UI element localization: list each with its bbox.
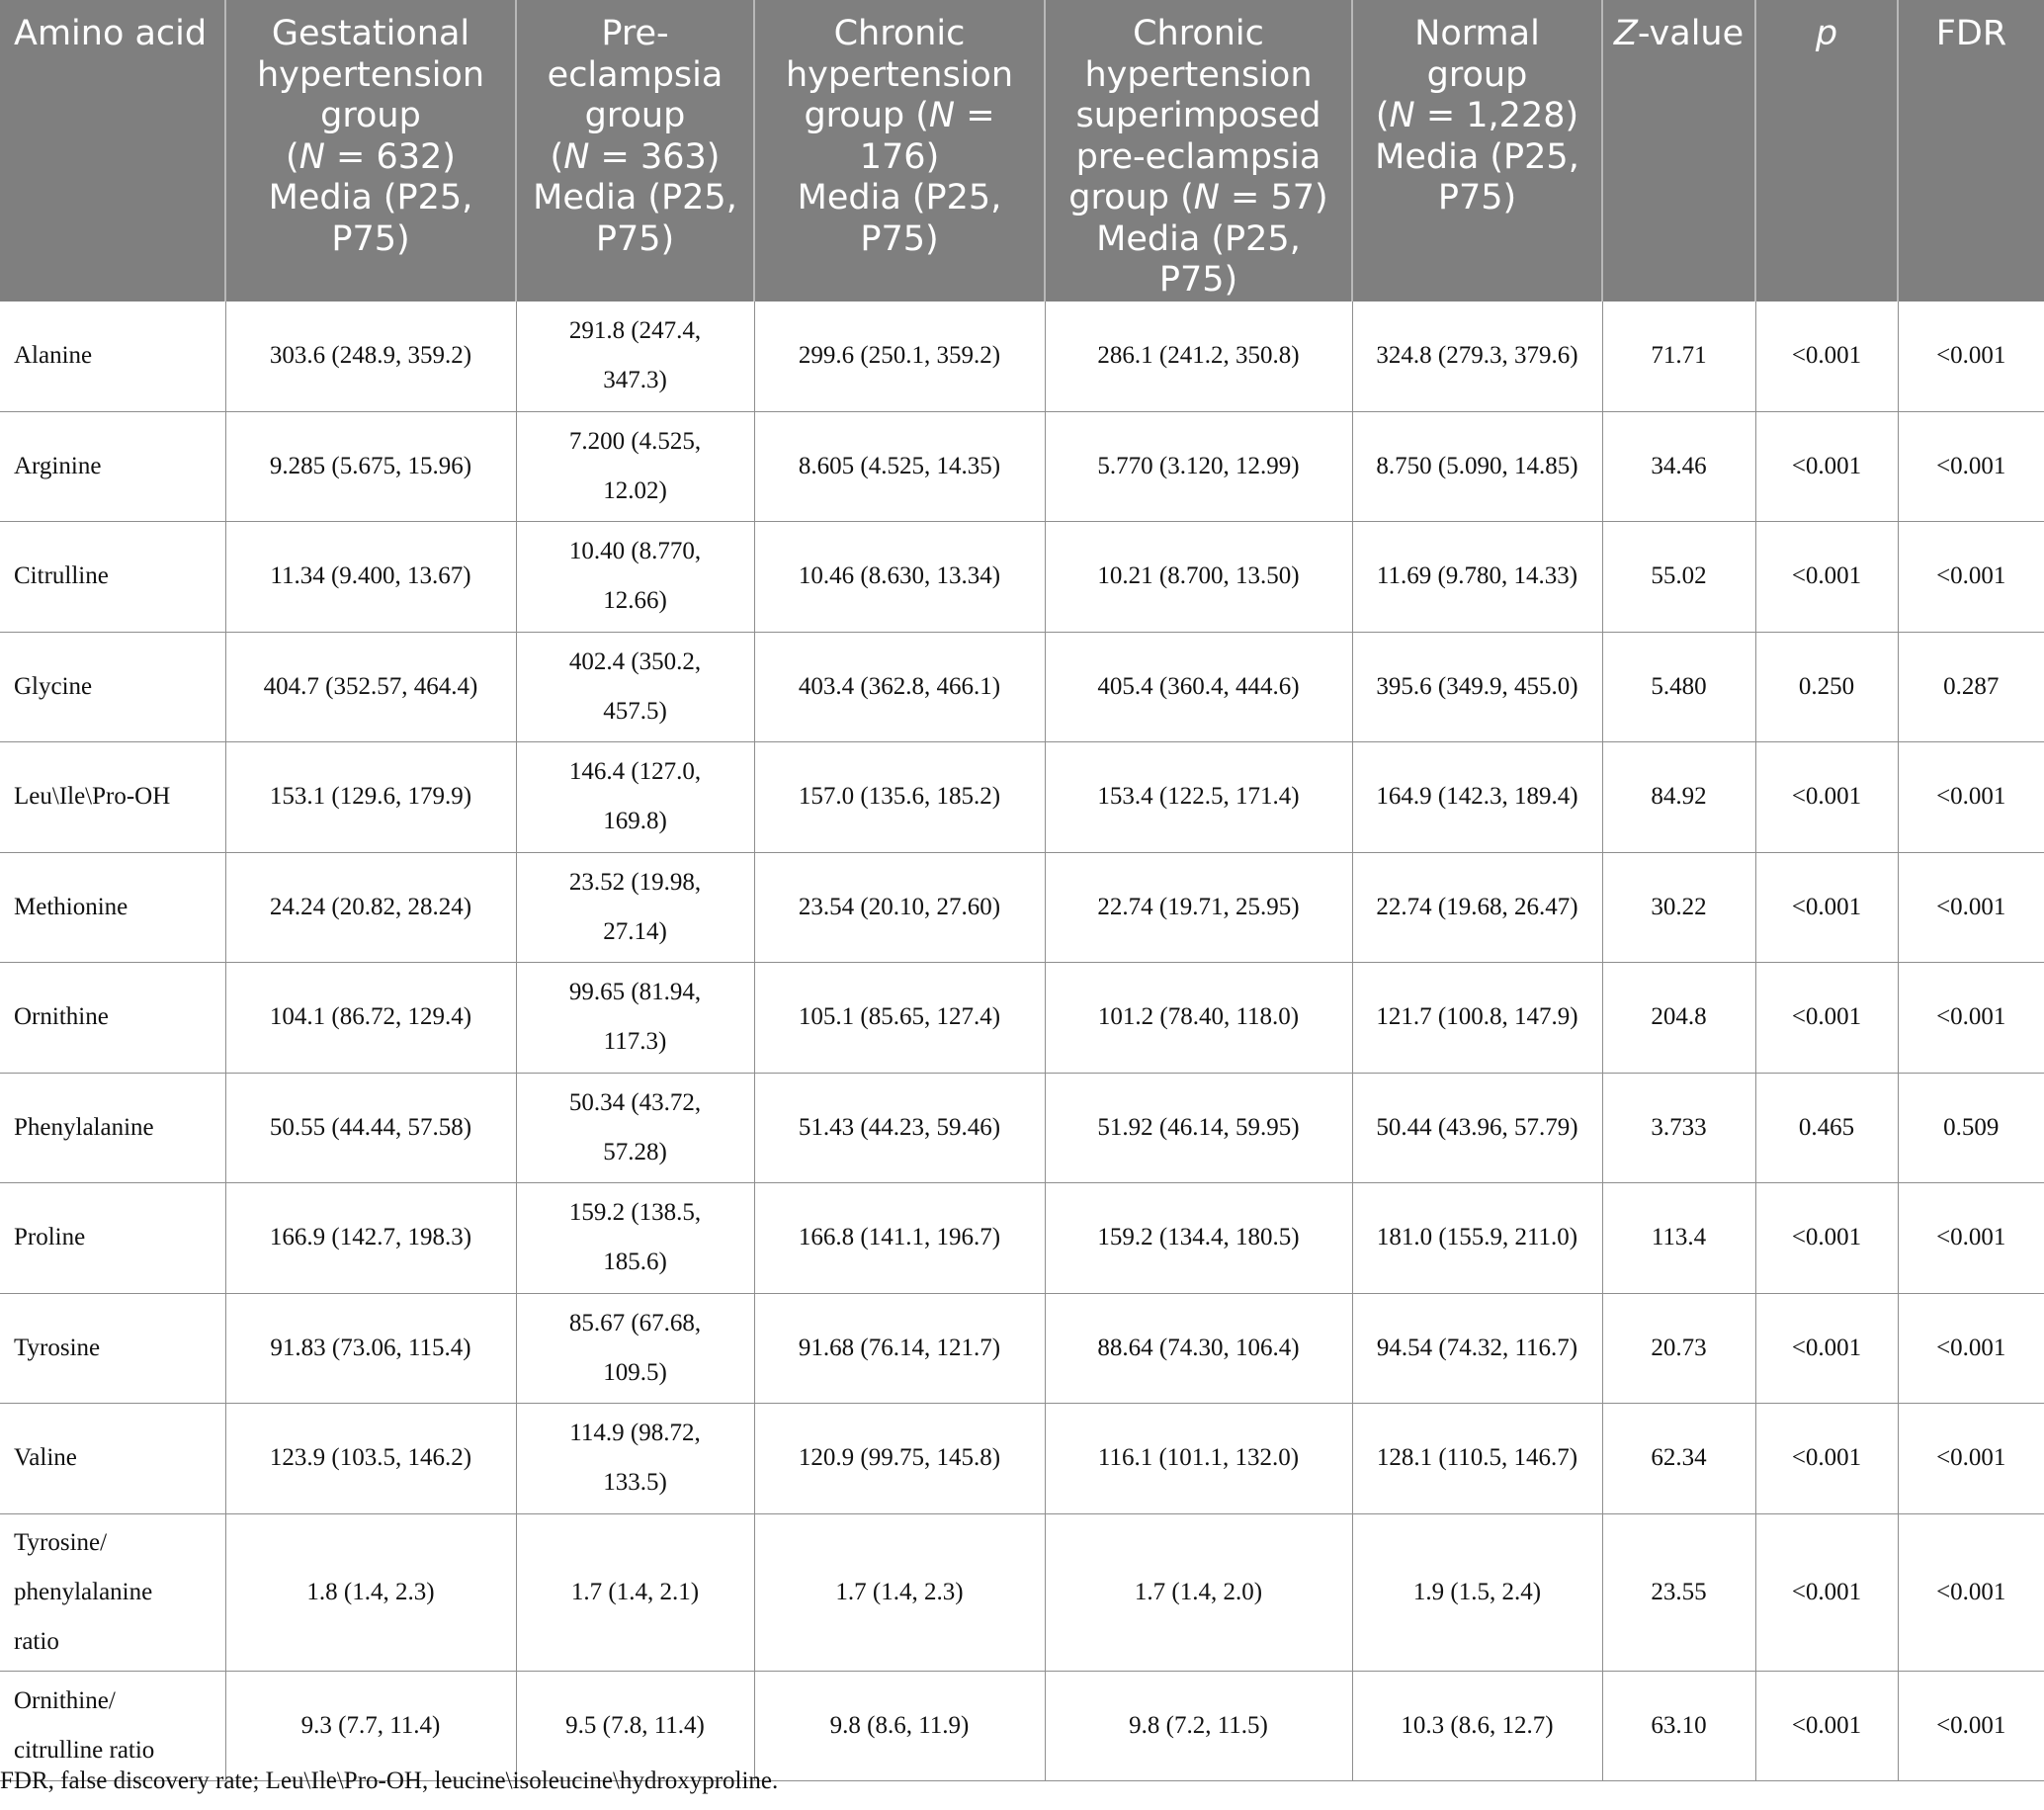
cell-fdr: 0.287: [1898, 632, 2044, 742]
cell-chronic: 403.4 (362.8, 466.1): [754, 632, 1045, 742]
cell-fdr: <0.001: [1898, 411, 2044, 522]
cell-preeclampsia: [516, 852, 754, 963]
cell-preeclampsia: 9.5 (7.8, 11.4): [516, 1671, 754, 1780]
cell-superimposed: 159.2 (134.4, 180.5): [1045, 1183, 1352, 1294]
cell-z-value: 3.733: [1602, 1073, 1755, 1183]
cell-chronic: 105.1 (85.65, 127.4): [754, 963, 1045, 1074]
cell-p: <0.001: [1755, 852, 1898, 963]
cell-fdr: <0.001: [1898, 742, 2044, 853]
cell-p: <0.001: [1755, 302, 1898, 412]
cell-normal: 181.0 (155.9, 211.0): [1352, 1183, 1602, 1294]
cell-preeclampsia-line: 85.67 (67.68,: [568, 1309, 702, 1336]
cell-preeclampsia-line: 7.200 (4.525,: [568, 427, 702, 455]
cell-superimposed: 101.2 (78.40, 118.0): [1045, 963, 1352, 1074]
cell-gestational: 303.6 (248.9, 359.2): [225, 302, 516, 412]
cell-preeclampsia-line: 133.5): [603, 1469, 667, 1497]
cell-fdr: <0.001: [1898, 1183, 2044, 1294]
cell-z-value: 55.02: [1602, 522, 1755, 633]
cell-z-value: 30.22: [1602, 852, 1755, 963]
cell-gestational: 123.9 (103.5, 146.2): [225, 1404, 516, 1514]
cell-z-value: 23.55: [1602, 1513, 1755, 1671]
table-row: [0, 1293, 2044, 1404]
cell-gestational: 104.1 (86.72, 129.4): [225, 963, 516, 1074]
cell-preeclampsia: [516, 1404, 754, 1514]
cell-p: <0.001: [1755, 1293, 1898, 1404]
table-row: [0, 1404, 2044, 1514]
cell-preeclampsia-line: 99.65 (81.94,: [568, 979, 702, 1006]
cell-amino-acid: Citrulline: [0, 522, 225, 633]
cell-z-value: 84.92: [1602, 742, 1755, 853]
header-amino-acid: Amino acid: [0, 0, 225, 302]
cell-amino-acid-line: ratio: [14, 1627, 59, 1655]
cell-p: <0.001: [1755, 1183, 1898, 1294]
cell-amino-acid-line: citrulline ratio: [14, 1736, 155, 1764]
table-row-ratio: [0, 1513, 2044, 1671]
cell-gestational: 404.7 (352.57, 464.4): [225, 632, 516, 742]
cell-p: 0.250: [1755, 632, 1898, 742]
cell-superimposed: 22.74 (19.71, 25.95): [1045, 852, 1352, 963]
header-pre-eclampsia: Pre- eclampsia group (N = 363) Media (P25, P75): [516, 0, 754, 302]
cell-preeclampsia: [516, 1073, 754, 1183]
cell-preeclampsia-line: 50.34 (43.72,: [568, 1088, 702, 1116]
cell-gestational: 24.24 (20.82, 28.24): [225, 852, 516, 963]
header-fdr: FDR: [1898, 0, 2044, 302]
cell-preeclampsia-line: 146.4 (127.0,: [568, 758, 702, 786]
cell-normal: 22.74 (19.68, 26.47): [1352, 852, 1602, 963]
cell-preeclampsia: [516, 302, 754, 412]
cell-superimposed: 51.92 (46.14, 59.95): [1045, 1073, 1352, 1183]
cell-z-value: 5.480: [1602, 632, 1755, 742]
cell-p: <0.001: [1755, 411, 1898, 522]
cell-superimposed: 153.4 (122.5, 171.4): [1045, 742, 1352, 853]
cell-chronic: 299.6 (250.1, 359.2): [754, 302, 1045, 412]
cell-preeclampsia: [516, 632, 754, 742]
cell-amino-acid: Proline: [0, 1183, 225, 1294]
cell-gestational: 166.9 (142.7, 198.3): [225, 1183, 516, 1294]
cell-amino-acid: Arginine: [0, 411, 225, 522]
cell-amino-acid: [0, 1671, 225, 1780]
table-footnote: FDR, false discovery rate; Leu\Ile\Pro-OH, leucine\isoleucine\hydroxyproline.: [0, 1767, 779, 1794]
cell-chronic: 157.0 (135.6, 185.2): [754, 742, 1045, 853]
cell-amino-acid-line: Ornithine/: [14, 1686, 116, 1714]
cell-chronic: 8.605 (4.525, 14.35): [754, 411, 1045, 522]
cell-z-value: 71.71: [1602, 302, 1755, 412]
cell-preeclampsia: [516, 522, 754, 633]
header-chronic-superimposed: Chronic hypertension superimposed pre-eclampsia group (N = 57) Media (P25, P75): [1045, 0, 1352, 302]
cell-gestational: 9.285 (5.675, 15.96): [225, 411, 516, 522]
header-p: p: [1755, 0, 1898, 302]
cell-fdr: <0.001: [1898, 1671, 2044, 1780]
cell-gestational: 9.3 (7.7, 11.4): [225, 1671, 516, 1780]
cell-preeclampsia-line: 185.6): [603, 1249, 667, 1276]
cell-preeclampsia: [516, 1183, 754, 1294]
cell-p: <0.001: [1755, 742, 1898, 853]
cell-fdr: <0.001: [1898, 852, 2044, 963]
cell-fdr: <0.001: [1898, 1293, 2044, 1404]
cell-preeclampsia-line: 159.2 (138.5,: [568, 1199, 702, 1227]
cell-superimposed: 9.8 (7.2, 11.5): [1045, 1671, 1352, 1780]
cell-p: <0.001: [1755, 963, 1898, 1074]
cell-chronic: 166.8 (141.1, 196.7): [754, 1183, 1045, 1294]
cell-normal: 94.54 (74.32, 116.7): [1352, 1293, 1602, 1404]
cell-preeclampsia: 1.7 (1.4, 2.1): [516, 1513, 754, 1671]
cell-p: <0.001: [1755, 522, 1898, 633]
table-row: [0, 632, 2044, 742]
header-chronic-hypertension: Chronic hypertension group (N = 176) Media (P25, P75): [754, 0, 1045, 302]
cell-normal: 128.1 (110.5, 146.7): [1352, 1404, 1602, 1514]
cell-normal: 324.8 (279.3, 379.6): [1352, 302, 1602, 412]
cell-gestational: 11.34 (9.400, 13.67): [225, 522, 516, 633]
cell-normal: 1.9 (1.5, 2.4): [1352, 1513, 1602, 1671]
cell-preeclampsia: [516, 1293, 754, 1404]
header-z-value: Z-value: [1602, 0, 1755, 302]
cell-chronic: 51.43 (44.23, 59.46): [754, 1073, 1045, 1183]
cell-fdr: <0.001: [1898, 963, 2044, 1074]
cell-gestational: 1.8 (1.4, 2.3): [225, 1513, 516, 1671]
cell-superimposed: 5.770 (3.120, 12.99): [1045, 411, 1352, 522]
cell-amino-acid: [0, 1513, 225, 1671]
cell-gestational: 50.55 (44.44, 57.58): [225, 1073, 516, 1183]
cell-p: <0.001: [1755, 1404, 1898, 1514]
cell-superimposed: 405.4 (360.4, 444.6): [1045, 632, 1352, 742]
cell-amino-acid: Phenylalanine: [0, 1073, 225, 1183]
cell-gestational: 153.1 (129.6, 179.9): [225, 742, 516, 853]
cell-amino-acid: Leu\Ile\Pro-OH: [0, 742, 225, 853]
cell-chronic: 91.68 (76.14, 121.7): [754, 1293, 1045, 1404]
cell-chronic: 9.8 (8.6, 11.9): [754, 1671, 1045, 1780]
cell-normal: 8.750 (5.090, 14.85): [1352, 411, 1602, 522]
cell-preeclampsia-line: 169.8): [603, 808, 667, 835]
cell-normal: 121.7 (100.8, 147.9): [1352, 963, 1602, 1074]
cell-chronic: 120.9 (99.75, 145.8): [754, 1404, 1045, 1514]
cell-superimposed: 116.1 (101.1, 132.0): [1045, 1404, 1352, 1514]
table-row: [0, 411, 2044, 522]
cell-normal: 10.3 (8.6, 12.7): [1352, 1671, 1602, 1780]
cell-amino-acid: Tyrosine: [0, 1293, 225, 1404]
table-row: [0, 1073, 2044, 1183]
cell-z-value: 113.4: [1602, 1183, 1755, 1294]
cell-preeclampsia-line: 10.40 (8.770,: [568, 538, 702, 565]
cell-gestational: 91.83 (73.06, 115.4): [225, 1293, 516, 1404]
cell-z-value: 204.8: [1602, 963, 1755, 1074]
cell-fdr: <0.001: [1898, 1513, 2044, 1671]
cell-fdr: <0.001: [1898, 1404, 2044, 1514]
cell-amino-acid: Methionine: [0, 852, 225, 963]
cell-amino-acid-line: phenylalanine: [14, 1578, 153, 1605]
header-normal-group: Normal group (N = 1,228) Media (P25, P75): [1352, 0, 1602, 302]
cell-z-value: 20.73: [1602, 1293, 1755, 1404]
table-row: [0, 1183, 2044, 1294]
cell-p: <0.001: [1755, 1513, 1898, 1671]
table-row: [0, 742, 2044, 853]
cell-preeclampsia-line: 114.9 (98.72,: [569, 1420, 701, 1447]
cell-amino-acid: Glycine: [0, 632, 225, 742]
table-row: [0, 963, 2044, 1074]
cell-fdr: <0.001: [1898, 302, 2044, 412]
cell-normal: 11.69 (9.780, 14.33): [1352, 522, 1602, 633]
cell-chronic: 1.7 (1.4, 2.3): [754, 1513, 1045, 1671]
cell-superimposed: 88.64 (74.30, 106.4): [1045, 1293, 1352, 1404]
cell-normal: 50.44 (43.96, 57.79): [1352, 1073, 1602, 1183]
cell-preeclampsia-line: 27.14): [603, 917, 667, 945]
cell-normal: 164.9 (142.3, 189.4): [1352, 742, 1602, 853]
cell-preeclampsia-line: 457.5): [603, 697, 667, 725]
table-row-ratio: [0, 1671, 2044, 1780]
cell-amino-acid: Valine: [0, 1404, 225, 1514]
cell-preeclampsia: [516, 411, 754, 522]
header-gestational-hypertension: Gestational hypertension group (N = 632) Media (P25, P75): [225, 0, 516, 302]
cell-z-value: 62.34: [1602, 1404, 1755, 1514]
table-body: [0, 302, 2044, 1781]
cell-preeclampsia-line: 23.52 (19.98,: [568, 868, 702, 896]
cell-z-value: 34.46: [1602, 411, 1755, 522]
cell-preeclampsia-line: 12.02): [603, 476, 667, 504]
cell-preeclampsia-line: 117.3): [603, 1028, 667, 1056]
header-row: [0, 0, 2044, 302]
cell-p: 0.465: [1755, 1073, 1898, 1183]
table-row: [0, 302, 2044, 412]
cell-preeclampsia-line: 12.66): [603, 587, 667, 615]
cell-amino-acid-line: Tyrosine/: [14, 1528, 108, 1556]
table-row: [0, 522, 2044, 633]
cell-amino-acid: Ornithine: [0, 963, 225, 1074]
cell-chronic: 10.46 (8.630, 13.34): [754, 522, 1045, 633]
cell-preeclampsia-line: 109.5): [603, 1358, 667, 1386]
cell-chronic: 23.54 (20.10, 27.60): [754, 852, 1045, 963]
table-row: [0, 852, 2044, 963]
cell-fdr: 0.509: [1898, 1073, 2044, 1183]
cell-superimposed: 286.1 (241.2, 350.8): [1045, 302, 1352, 412]
cell-preeclampsia-line: 57.28): [603, 1138, 667, 1165]
cell-amino-acid: Alanine: [0, 302, 225, 412]
cell-superimposed: 10.21 (8.700, 13.50): [1045, 522, 1352, 633]
cell-p: <0.001: [1755, 1671, 1898, 1780]
cell-preeclampsia-line: 347.3): [603, 367, 667, 393]
cell-z-value: 63.10: [1602, 1671, 1755, 1780]
cell-superimposed: 1.7 (1.4, 2.0): [1045, 1513, 1352, 1671]
cell-preeclampsia: [516, 963, 754, 1074]
cell-fdr: <0.001: [1898, 522, 2044, 633]
cell-preeclampsia-line: 291.8 (247.4,: [568, 317, 702, 344]
cell-preeclampsia: [516, 742, 754, 853]
cell-normal: 395.6 (349.9, 455.0): [1352, 632, 1602, 742]
cell-preeclampsia-line: 402.4 (350.2,: [568, 647, 702, 675]
